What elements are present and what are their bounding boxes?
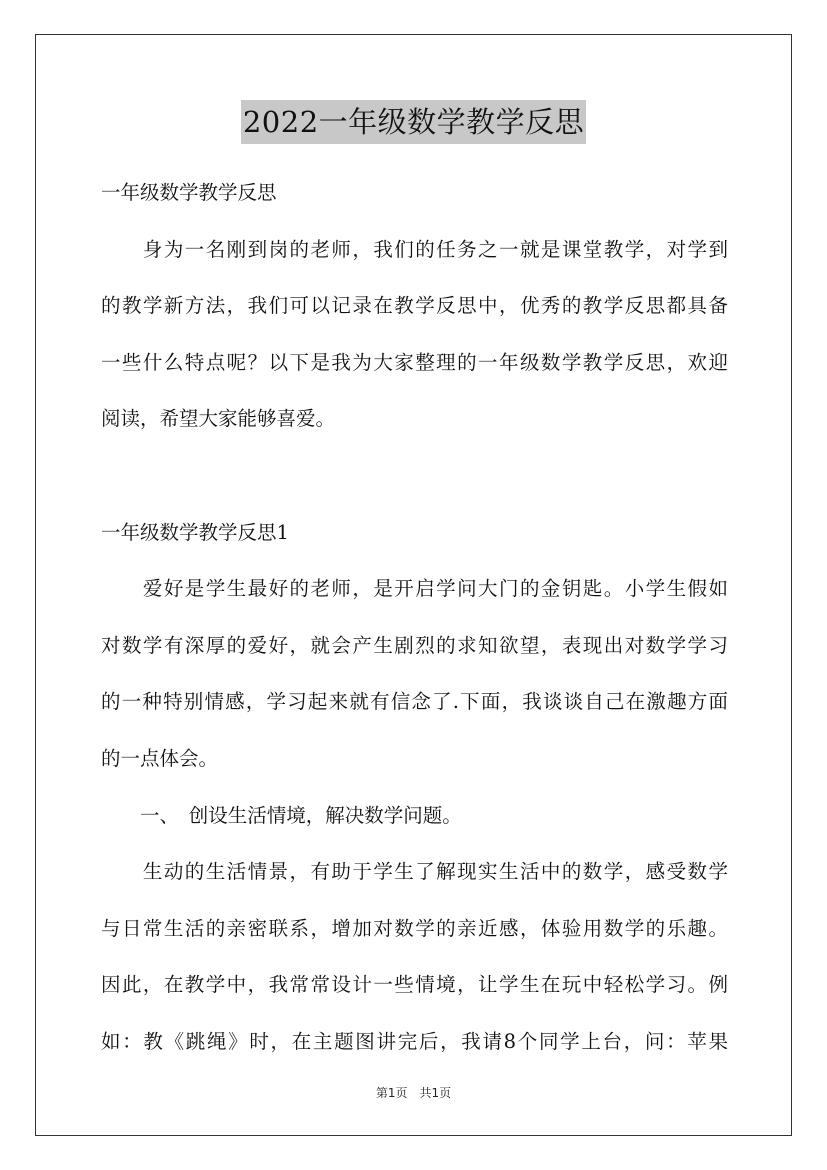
title-container (0, 100, 827, 144)
text-line: 对数学有深厚的爱好，就会产生剧烈的求知欲望，表现出对数学学习 (101, 633, 728, 657)
text-line: 因此，在教学中，我常常设计一些情境，让学生在玩中轻松学习。例 (101, 973, 728, 997)
text-line: 的一点体会。 (101, 746, 219, 770)
document-body (101, 171, 728, 1077)
document-title: 2022一年级数学教学反思 (241, 100, 586, 144)
text-line: 一年级数学教学反思1 (101, 520, 289, 544)
page-footer: 第1页 共1页 (375, 1086, 452, 1100)
text-line: 生动的生活情景，有助于学生了解现实生活中的数学，感受数学 (101, 860, 728, 884)
text-line: 的一种特别情感，学习起来就有信念了.下面，我谈谈自己在激趣方面 (101, 690, 728, 714)
text-line: 爱好是学生最好的老师，是开启学问大门的金钥匙。小学生假如 (101, 577, 728, 601)
text-line: 阅读，希望大家能够喜爱。 (101, 407, 336, 431)
text-line: 一、 创设生活情境，解决数学问题。 (101, 803, 462, 827)
text-line: 身为一名刚到岗的老师，我们的任务之一就是课堂教学，对学到 (101, 237, 728, 261)
text-line: 如：教《跳绳》时，在主题图讲完后，我请8个同学上台，问：苹果 (101, 1029, 728, 1053)
blank-line (101, 454, 728, 511)
text-line: 一些什么特点呢？以下是我为大家整理的一年级数学教学反思，欢迎 (101, 350, 728, 374)
text-line: 的教学新方法，我们可以记录在教学反思中，优秀的教学反思都具备 (101, 294, 728, 318)
text-line: 与日常生活的亲密联系，增加对数学的亲近感，体验用数学的乐趣。 (101, 916, 728, 940)
text-line: 一年级数学教学反思 (101, 181, 277, 204)
